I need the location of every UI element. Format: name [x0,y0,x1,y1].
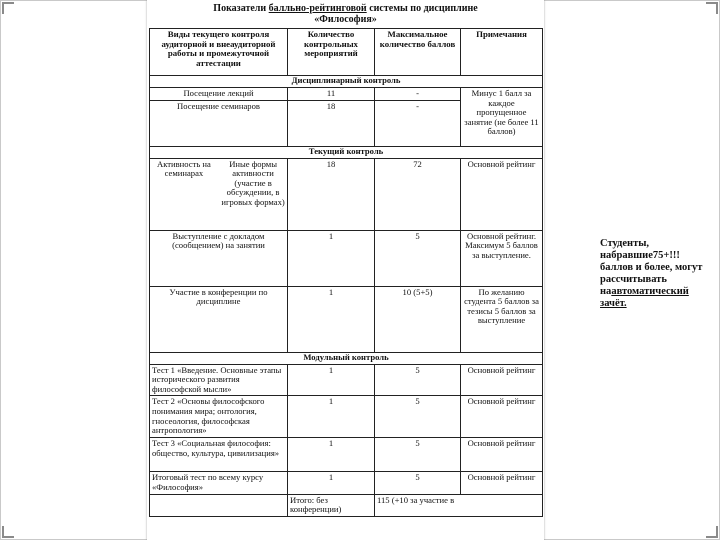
cell-note: Основной рейтинг. Максимум 5 баллов за выступление. [461,230,543,286]
section-discipline-control: Дисциплинарный контроль [150,76,543,88]
cell-note: По желанию студента 5 баллов за тезисы 5 баллов за выступление [461,286,543,352]
cell-max: 5 [375,396,461,438]
cell-name: Участие в конференции по дисциплине [150,286,288,352]
cell-max: 10 (5+5) [375,286,461,352]
cell-note: Основной рейтинг [461,158,543,230]
cell-count: 1 [288,472,375,494]
cell-max: 5 [375,230,461,286]
cell-count: 1 [288,286,375,352]
table-row-total [150,494,543,516]
cell-total-label: Итого: без конференции) [288,494,375,516]
cell-name: Тест 1 «Введение. Основные этапы исторического развития философской мысли» [150,364,288,396]
frame-corner-top-left [2,2,14,14]
side-note-line2: баллов и более, могут рассчитывать на [600,262,703,297]
cell-count: 1 [288,438,375,472]
cell-note: Основной рейтинг [461,396,543,438]
document-sheet [147,0,544,540]
cell-note: Минус 1 балл за каждое пропущенное занятие (не более 11 баллов) [461,88,543,147]
cell-count: 18 [288,158,375,230]
side-note-line1: Студенты, набравшие [600,238,653,261]
table-row [150,364,543,396]
cell-count: 11 [288,88,375,101]
cell-count: 1 [288,230,375,286]
section-row [150,146,543,158]
cell-note: Основной рейтинг [461,438,543,472]
title-underlined: балльно-рейтинговой [268,3,367,14]
header-notes: Примечания [461,29,543,76]
cell-name [150,158,288,230]
table-row [150,88,543,101]
table-row [150,438,543,472]
table-row [150,472,543,494]
frame-corner-bottom-left [2,526,14,538]
frame-corner-top-right [706,2,718,14]
side-note-underlined: автоматический зачёт. [600,286,689,309]
activity-seminars-label: Активность на семинарах [156,158,211,179]
header-activity-type: Виды текущего контроля аудиторной и внеаудиторной работы и промежуточной аттестации [150,29,288,76]
header-max-points: Максимальное количество баллов [375,29,461,76]
table-row [150,396,543,438]
cell-name: Итоговый тест по всему курсу «Философия» [150,472,288,494]
cell-max: 5 [375,472,461,494]
section-current-control: Текущий контроль [150,146,543,158]
cell-total-value: 115 (+10 за участие в [375,494,543,516]
side-note-highlight: 75+!!! [652,250,680,261]
cell-name: Тест 2 «Основы философского понимания мира; онтология, гносеология, философская антропология» [150,396,288,438]
document-title: Показатели балльно-рейтинговой системы по дисциплине «Философия» [213,3,478,25]
frame-corner-bottom-right [706,526,718,538]
rating-table [149,28,543,517]
table-row [150,158,543,230]
cell-note: Основной рейтинг [461,364,543,396]
cell-name: Посещение семинаров [150,100,288,146]
header-count: Количество контрольных мероприятий [288,29,375,76]
cell-name: Посещение лекций [150,88,288,101]
cell-count: 18 [288,100,375,146]
cell-total-spacer [150,494,288,516]
cell-max: 5 [375,364,461,396]
cell-note: Основной рейтинг [461,472,543,494]
cell-name: Выступление с докладом (сообщением) на занятии [150,230,288,286]
table-row [150,230,543,286]
cell-count: 1 [288,364,375,396]
side-note [600,238,712,310]
cell-max: - [375,88,461,101]
cell-max: - [375,100,461,146]
cell-name: Тест 3 «Социальная философия: общество, культура, цивилизация» [150,438,288,472]
section-modular-control: Модульный контроль [150,352,543,364]
title-subject: «Философия» [314,14,377,25]
cell-count: 1 [288,396,375,438]
cell-max: 5 [375,438,461,472]
cell-max: 72 [375,158,461,230]
section-row [150,352,543,364]
table-header-row [150,29,543,76]
activity-other-forms-label: Иные формы активности (участие в обсуждении, в игровых формах) [221,158,285,207]
table-row [150,286,543,352]
section-row [150,76,543,88]
